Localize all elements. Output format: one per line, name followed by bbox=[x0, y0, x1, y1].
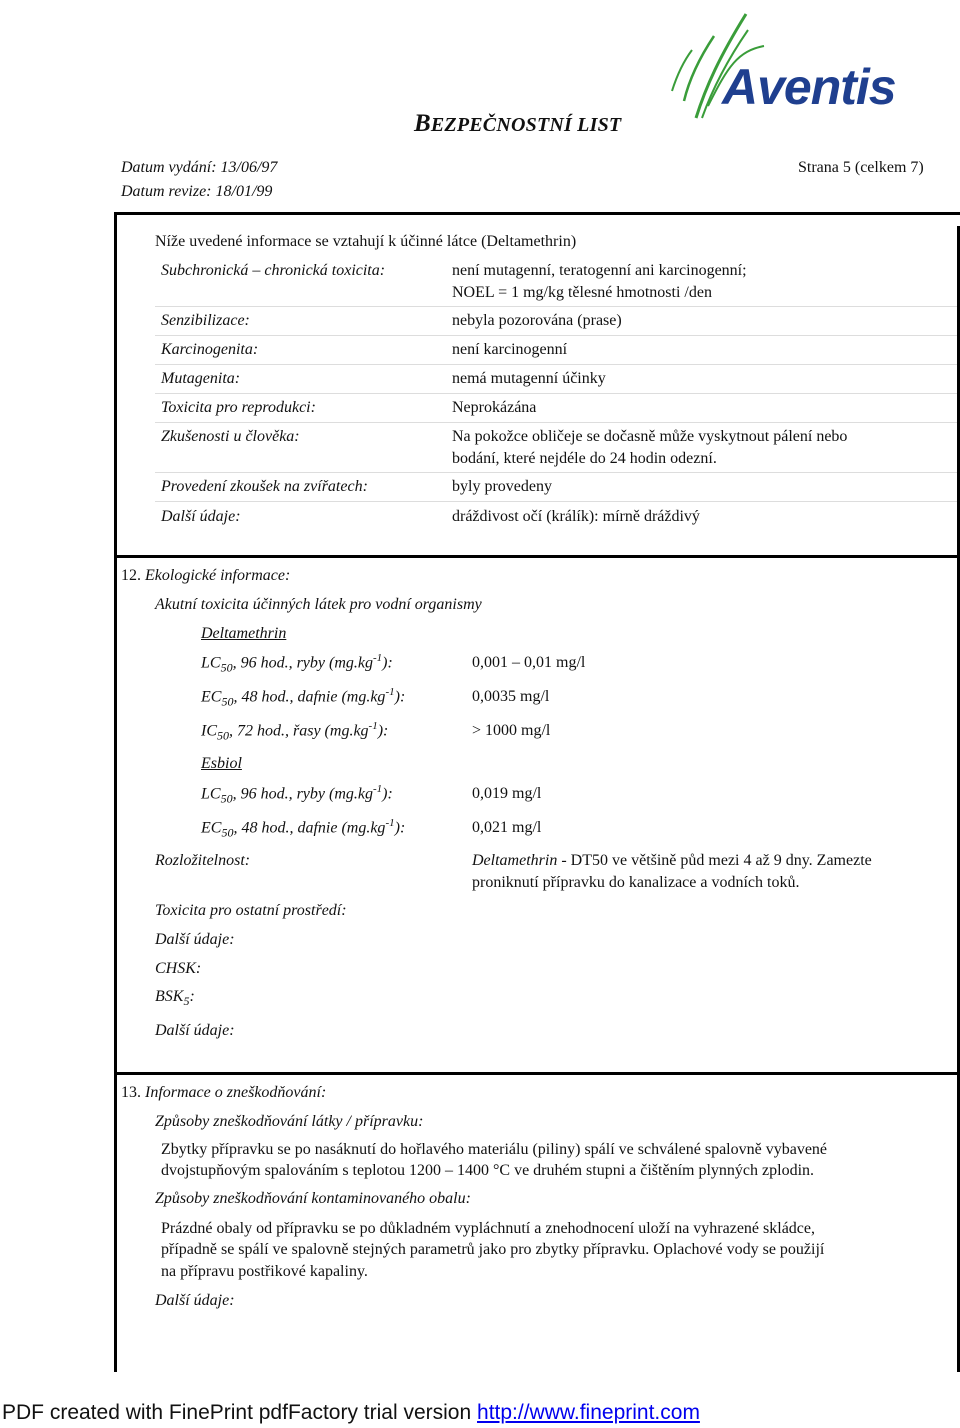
tox-prefix: IC bbox=[201, 722, 217, 740]
tox-value-lc50-fish: 0,001 – 0,01 mg/l bbox=[472, 654, 586, 671]
tox-sub: 50 bbox=[220, 791, 233, 806]
row-value-animal-tests: byly provedeny bbox=[452, 478, 552, 495]
row-divider bbox=[155, 364, 957, 365]
tox-sub: 50 bbox=[221, 825, 234, 840]
tox-mid: , 48 hod., dafnie (mg.kg bbox=[233, 688, 386, 706]
section12-title: Ekologické informace: bbox=[145, 567, 291, 584]
row-value-mutagenicity: nemá mutagenní účinky bbox=[452, 370, 606, 387]
tox-sup: -1 bbox=[385, 817, 395, 829]
tox-value-lc50-fish-esbiol: 0,019 mg/l bbox=[472, 785, 542, 802]
degradability-substance: Deltamethrin bbox=[472, 852, 558, 869]
tox-value-ec50-daphnia: 0,0035 mg/l bbox=[472, 688, 550, 705]
section12-number: 12. bbox=[121, 567, 141, 584]
row-divider bbox=[155, 422, 957, 423]
section13-number: 13. bbox=[121, 1084, 141, 1101]
section12-left-border bbox=[114, 555, 117, 1074]
tox-post: ): bbox=[394, 819, 406, 837]
tox-label-lc50-fish bbox=[201, 652, 393, 676]
row-label-reproduction: Toxicita pro reprodukci: bbox=[161, 399, 316, 416]
tox-label-ic50-algae bbox=[201, 720, 388, 744]
tox-sub: 50 bbox=[221, 694, 234, 709]
disposal-product-text-1: Zbytky přípravku se po nasáknutí do hořlavého materiálu (piliny) spálí ve schválené spalovně vybavené bbox=[161, 1141, 828, 1158]
tox-mid: , 48 hod., dafnie (mg.kg bbox=[233, 819, 386, 837]
section11-intro: Níže uvedené informace se vztahují k účinné látce (Deltamethrin) bbox=[155, 233, 577, 250]
section11-bottom-border bbox=[114, 555, 960, 558]
tox-sub: 50 bbox=[220, 660, 233, 675]
tox-sup: -1 bbox=[385, 686, 395, 698]
disposal-product-text-2: dvojstupňovým spalováním s teplotou 1200 – 1400 °C ve druhém stupni a čištěním plynných zplodin. bbox=[161, 1162, 815, 1179]
section12-subheading: Akutní toxicita účinných látek pro vodní organismy bbox=[155, 596, 482, 613]
pdf-footer bbox=[2, 1401, 700, 1425]
tox-post: ): bbox=[394, 688, 406, 706]
tox-post: ): bbox=[377, 722, 389, 740]
document-title bbox=[414, 110, 621, 138]
row-label-other-info: Další údaje: bbox=[161, 508, 241, 525]
section11-left-border bbox=[114, 212, 117, 557]
tox-value-ic50-algae: > 1000 mg/l bbox=[472, 722, 551, 739]
row-divider bbox=[155, 306, 957, 307]
tox-mid: , 72 hod., řasy (mg.kg bbox=[229, 722, 369, 740]
bsk-colon: : bbox=[189, 988, 195, 1005]
row-value-human-experience-2: bodání, které nejdéle do 24 hodin odezní. bbox=[452, 450, 717, 467]
section13-heading bbox=[121, 1084, 326, 1102]
row-label-carcinogenicity: Karcinogenita: bbox=[161, 341, 259, 358]
chsk-label: CHSK: bbox=[155, 960, 202, 977]
row-value-sensitization: nebyla pozorována (prase) bbox=[452, 312, 622, 329]
tox-sup: -1 bbox=[373, 783, 383, 795]
tox-label-lc50-fish-esbiol bbox=[201, 783, 393, 807]
tox-sub: 50 bbox=[217, 728, 229, 743]
row-label-sensitization: Senzibilizace: bbox=[161, 312, 250, 329]
tox-mid: , 96 hod., ryby (mg.kg bbox=[232, 785, 373, 803]
tox-prefix: EC bbox=[201, 819, 222, 837]
tox-sup: -1 bbox=[368, 720, 378, 732]
disposal-product-label: Způsoby zneškodňování látky / přípravku: bbox=[155, 1113, 424, 1130]
other-env-toxicity-label: Toxicita pro ostatní prostředí: bbox=[155, 902, 347, 919]
bsk-label bbox=[155, 988, 195, 1009]
revision-date: Datum revize: 18/01/99 bbox=[121, 183, 273, 200]
row-label-animal-tests: Provedení zkoušek na zvířatech: bbox=[161, 478, 368, 495]
logo-wordmark: Aventis bbox=[722, 59, 896, 115]
row-divider bbox=[155, 393, 957, 394]
other-info-label-2: Další údaje: bbox=[155, 1022, 235, 1039]
disposal-packaging-text-1: Prázdné obaly od přípravku se po důkladném vypláchnutí a znehodnocení uloží na vyhrazené skládce, bbox=[161, 1220, 815, 1237]
tox-value-ec50-daphnia-esbiol: 0,021 mg/l bbox=[472, 819, 542, 836]
bsk-text: BSK bbox=[155, 988, 184, 1005]
tox-label-ec50-daphnia-esbiol bbox=[201, 817, 405, 841]
row-value-reproduction: Neprokázána bbox=[452, 399, 537, 416]
substance-deltamethrin: Deltamethrin bbox=[201, 625, 287, 642]
row-label-mutagenicity: Mutagenita: bbox=[161, 370, 241, 387]
section12-bottom-border bbox=[114, 1072, 960, 1075]
disposal-packaging-text-3: na přípravu postřikové kapaliny. bbox=[161, 1263, 368, 1280]
header-divider bbox=[114, 212, 960, 215]
row-value-chronic-toxicity-2: NOEL = 1 mg/kg tělesné hmotnosti /den bbox=[452, 284, 712, 301]
degradability-label: Rozložitelnost: bbox=[155, 852, 251, 869]
tox-post: ): bbox=[382, 654, 393, 672]
degradability-value bbox=[472, 852, 872, 870]
tox-prefix: LC bbox=[201, 654, 221, 672]
footer-text: PDF created with FinePrint pdfFactory trial version bbox=[2, 1401, 478, 1424]
tox-sup: -1 bbox=[373, 652, 383, 664]
row-value-carcinogenicity: není karcinogenní bbox=[452, 341, 568, 358]
row-divider bbox=[155, 335, 957, 336]
row-label-human-experience: Zkušenosti u člověka: bbox=[161, 428, 300, 445]
other-info-label-1: Další údaje: bbox=[155, 931, 235, 948]
degradability-text: - DT50 ve většině půd mezi 4 až 9 dny. Zamezte bbox=[557, 852, 872, 869]
substance-esbiol: Esbiol bbox=[201, 755, 242, 772]
row-divider bbox=[155, 501, 957, 502]
tox-label-ec50-daphnia bbox=[201, 686, 405, 710]
aventis-logo bbox=[668, 6, 928, 131]
tox-prefix: LC bbox=[201, 785, 221, 803]
title-initial: B bbox=[414, 110, 431, 137]
page-number: Strana 5 (celkem 7) bbox=[798, 159, 924, 176]
row-value-other-info: dráždivost očí (králík): mírně dráždivý bbox=[452, 508, 700, 525]
disposal-packaging-text-2: případně se spálí ve spalovně stejných parametrů jako pro zbytky přípravku. Oplachové vody se použijí bbox=[161, 1241, 825, 1258]
row-divider bbox=[155, 472, 957, 473]
issue-date: Datum vydání: 13/06/97 bbox=[121, 159, 278, 176]
title-rest: EZPEČNOSTNÍ LIST bbox=[430, 114, 622, 136]
row-value-chronic-toxicity: není mutagenní, teratogenní ani karcinogenní; bbox=[452, 262, 747, 279]
disposal-packaging-label: Způsoby zneškodňování kontaminovaného obalu: bbox=[155, 1190, 471, 1207]
tox-mid: , 96 hod., ryby (mg.kg bbox=[232, 654, 373, 672]
tox-prefix: EC bbox=[201, 688, 222, 706]
row-label-chronic-toxicity: Subchronická – chronická toxicita: bbox=[161, 262, 386, 279]
section13-other-info: Další údaje: bbox=[155, 1292, 235, 1309]
bsk-sub: 5 bbox=[183, 994, 190, 1009]
degradability-value-2: proniknutí přípravku do kanalizace a vodních toků. bbox=[472, 874, 800, 891]
section13-left-border bbox=[114, 1072, 117, 1372]
row-value-human-experience: Na pokožce obličeje se dočasně může vyskytnout pálení nebo bbox=[452, 428, 848, 445]
section13-title: Informace o zneškodňování: bbox=[145, 1084, 327, 1101]
footer-link[interactable]: http://www.fineprint.com bbox=[477, 1401, 700, 1424]
tox-post: ): bbox=[382, 785, 393, 803]
section12-heading bbox=[121, 567, 290, 585]
